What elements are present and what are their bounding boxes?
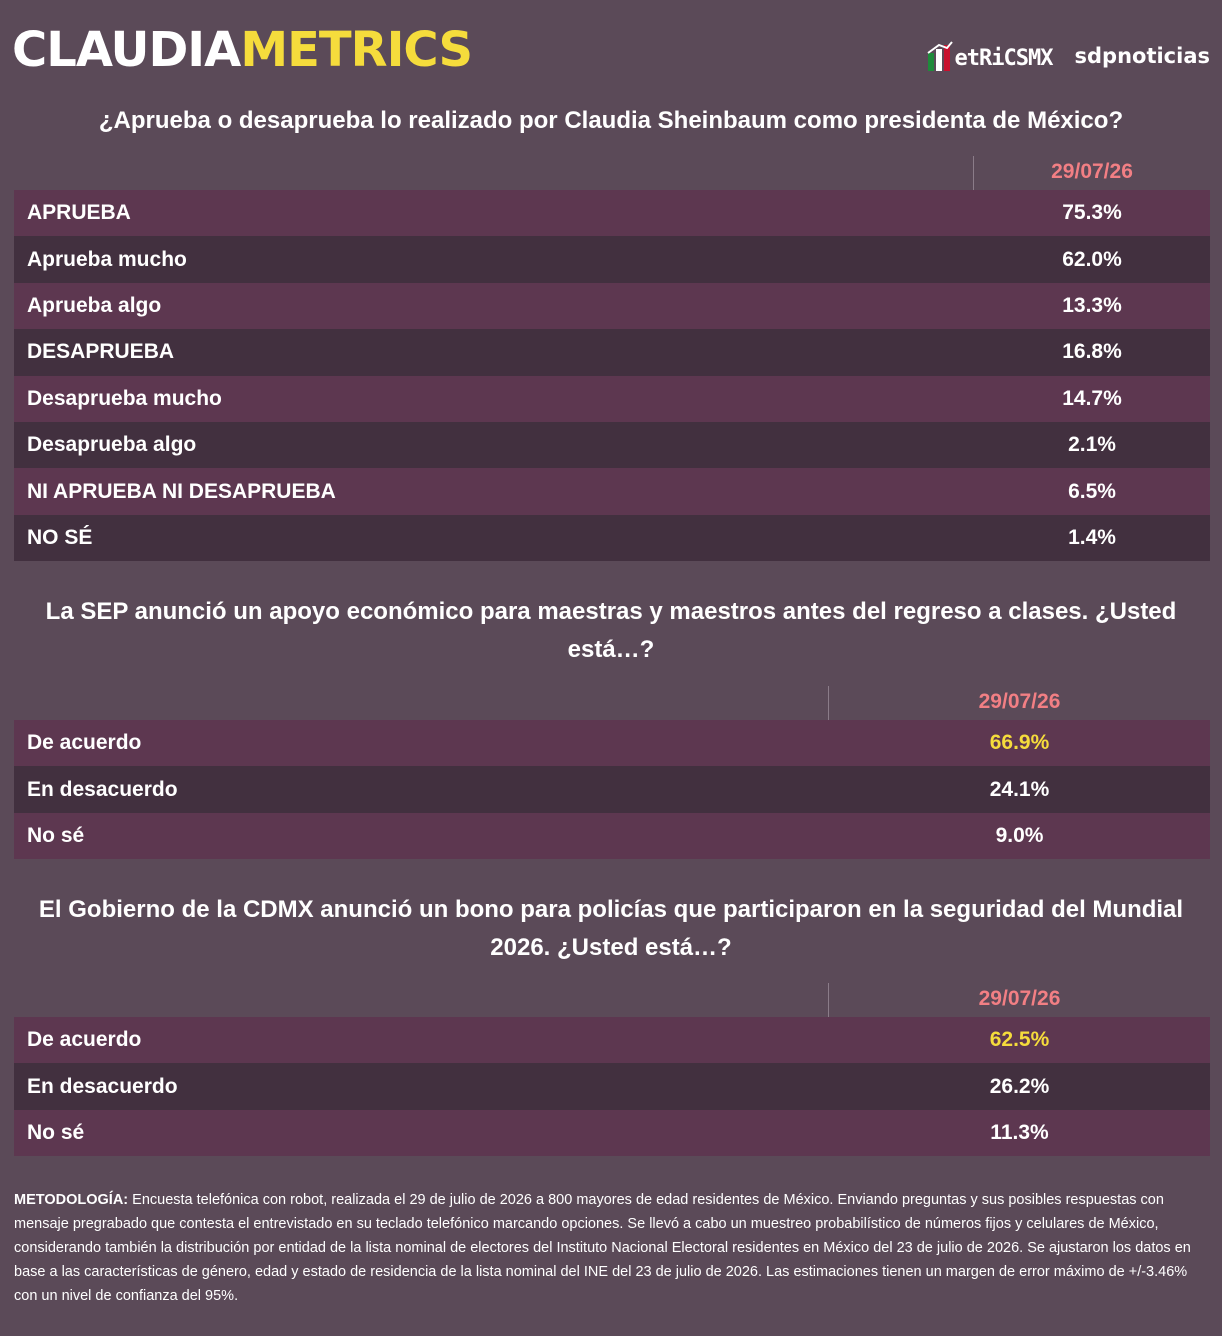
table-row (14, 1063, 1210, 1109)
table-row (14, 283, 1210, 329)
metricsmx-logo (927, 41, 1053, 71)
row-value: 6.5% (1068, 479, 1116, 503)
row-value: 75.3% (1062, 201, 1122, 225)
metricsmx-chart-icon (927, 41, 953, 71)
table-row (14, 190, 1210, 236)
methodology-text: Encuesta telefónica con robot, realizada el 29 de julio de 2026 a 800 mayores de edad residentes de México. Enviando preguntas y sus posibles respuestas con mensaje pregrabado que contesta el entrevistado en su teclado telefónico marcando opciones. Se llevó a cabo un muestreo probabilístico de números fijos y celulares de México, considerando también la distribución por entidad de la lista nominal de electores del Instituto Nacional Electoral residentes en México del 23 de julio de 2026. Se ajustaron los datos en base a las características de género, edad y estado de residencia de la lista nominal del INE del 23 de julio de 2026. Las estimaciones tienen un margen de error máximo de +/-3.46% con un nivel de confianza del 95%. (14, 1192, 1191, 1304)
table-row (14, 1017, 1210, 1063)
row-label: Aprueba algo (27, 293, 162, 317)
brand-part2: METRICS (240, 22, 473, 78)
brand-part1: CLAUDIA (12, 22, 241, 78)
row-value: 24.1% (989, 777, 1050, 801)
row-label: APRUEBA (27, 201, 131, 225)
sdpnoticias-logo: sdpnoticias (1074, 44, 1210, 68)
brand-logo (12, 22, 472, 78)
table-row (14, 329, 1210, 375)
row-value: 62.5% (989, 1028, 1050, 1052)
table-row (14, 422, 1210, 468)
row-value: 26.2% (989, 1074, 1050, 1098)
table-row (14, 515, 1210, 561)
question-2: La SEP anunció un apoyo económico para maestras y maestros antes del regreso a clases. ¿Usted está…? (45, 598, 1177, 663)
row-value: 13.3% (1062, 293, 1122, 317)
row-value: 62.0% (1062, 247, 1122, 271)
header (0, 0, 1222, 100)
table-row (14, 376, 1210, 422)
row-value: 14.7% (1062, 386, 1122, 410)
row-label: Aprueba mucho (27, 247, 187, 271)
methodology-note (14, 1188, 1210, 1308)
row-value: 11.3% (990, 1120, 1049, 1144)
table-header (14, 156, 1210, 190)
row-label: De acuerdo (27, 731, 142, 755)
date-header: 29/07/26 (1051, 160, 1133, 183)
date-header: 29/07/26 (978, 690, 1061, 713)
table-header (14, 686, 1210, 720)
row-value: 9.0% (995, 823, 1044, 847)
question-3: El Gobierno de la CDMX anunció un bono para policías que participaron en la seguridad del Mundial 2026. ¿Usted está…? (38, 896, 1184, 961)
table-header (14, 983, 1210, 1017)
row-label: En desacuerdo (27, 1074, 178, 1098)
row-label: NO SÉ (27, 525, 93, 549)
row-label: DESAPRUEBA (27, 340, 175, 364)
row-label: De acuerdo (27, 1028, 142, 1052)
row-label: En desacuerdo (27, 777, 178, 801)
question-1: ¿Aprueba o desaprueba lo realizado por Claudia Sheinbaum como presidenta de México? (98, 107, 1124, 134)
results-table-2 (14, 686, 1210, 859)
partner-logos (927, 36, 1210, 76)
table-row (14, 766, 1210, 812)
date-header: 29/07/26 (978, 987, 1061, 1010)
row-value: 1.4% (1068, 525, 1116, 549)
methodology-label: METODOLOGÍA: (14, 1192, 129, 1208)
row-label: NI APRUEBA NI DESAPRUEBA (27, 479, 336, 503)
table-row (14, 1110, 1210, 1156)
table-row (14, 468, 1210, 514)
row-label: No sé (27, 823, 85, 847)
row-label: Desaprueba algo (27, 433, 197, 457)
row-value: 2.1% (1068, 433, 1116, 457)
metricsmx-text: etRiCSMX (954, 46, 1053, 71)
table-row (14, 236, 1210, 282)
table-row (14, 720, 1210, 766)
row-label: No sé (27, 1120, 85, 1144)
results-table-3 (14, 983, 1210, 1156)
row-label: Desaprueba mucho (27, 386, 222, 410)
row-value: 16.8% (1062, 340, 1122, 364)
row-value: 66.9% (989, 731, 1050, 755)
table-row (14, 813, 1210, 859)
results-table-1 (14, 156, 1210, 561)
